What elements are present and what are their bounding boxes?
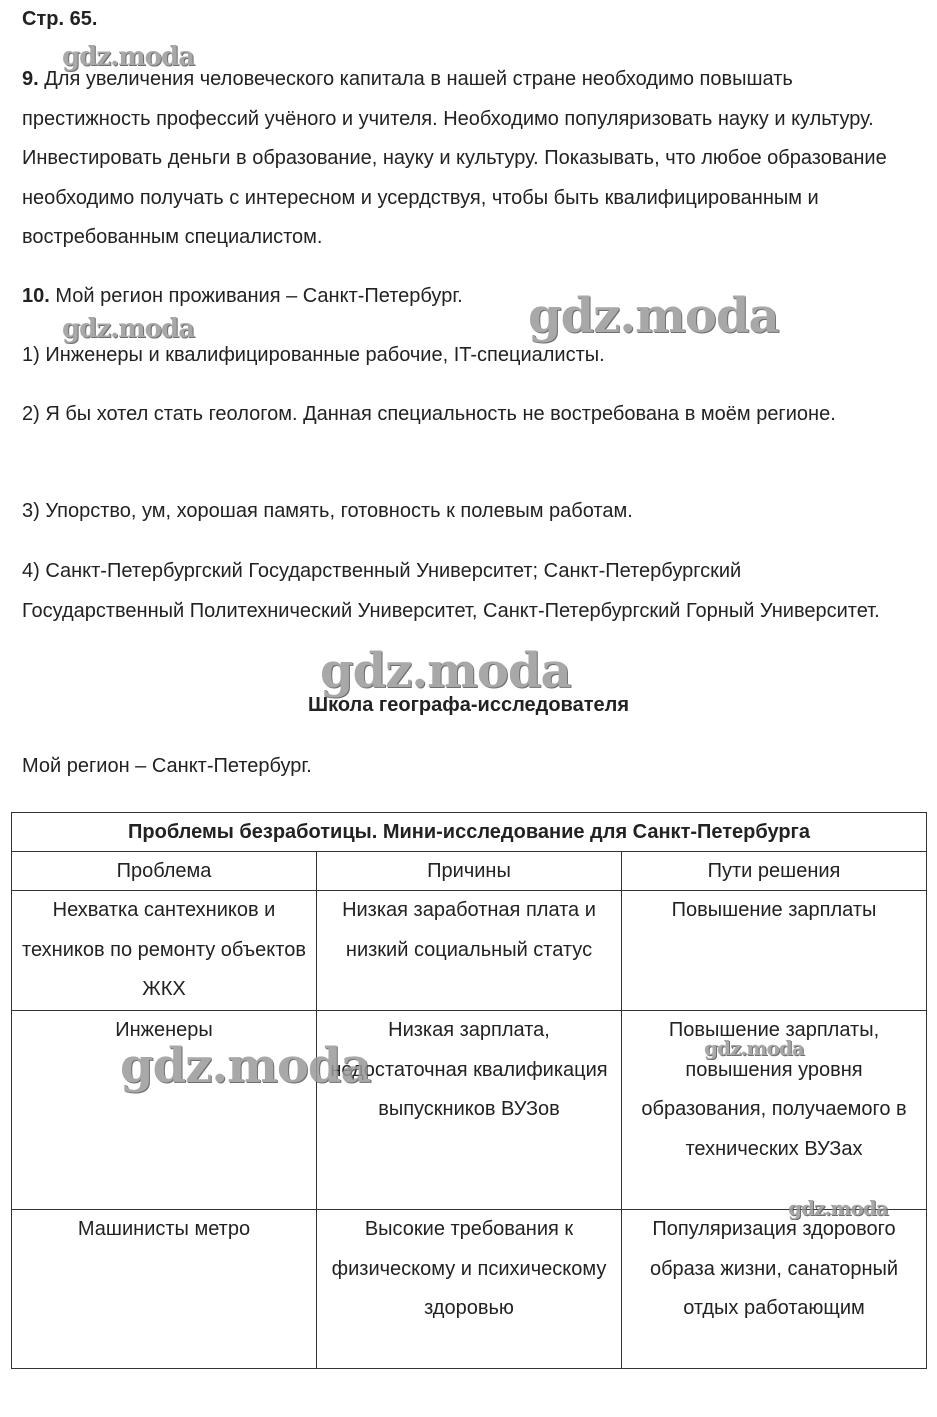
answer-10-intro-text: Мой регион проживания – Санкт-Петербург. [55, 285, 463, 307]
region-line: Мой регион – Санкт-Петербург. [22, 755, 312, 777]
watermark: gdz.moda [320, 643, 571, 699]
answer-9-number: 9. [22, 68, 39, 90]
answer-9 [22, 60, 917, 258]
table-cell: Низкая зарплата, недостаточная квалификация выпускников ВУЗов [317, 1011, 622, 1210]
table-header-row [12, 852, 927, 891]
answer-10-intro [22, 277, 463, 317]
watermark: gdz.moda [62, 42, 195, 72]
watermark: gdz.moda [120, 1038, 371, 1094]
answer-10-item-4: 4) Санкт-Петербургский Государственный Университет; Санкт-Петербургский Государственный Политехнический Университет, Санкт-Петербургский Горный Университет. [22, 560, 880, 622]
section-title: Школа географа-исследователя [307, 694, 630, 716]
answer-10-item-1: 1) Инженеры и квалифицированные рабочие, IT-специалисты. [22, 344, 605, 366]
table-cell: Повышение зарплаты, повышения уровня образования, получаемого в технических ВУЗах [622, 1011, 927, 1210]
watermark: gdz.moda [788, 1196, 888, 1220]
watermark: gdz.moda [704, 1036, 804, 1060]
page-number: Стр. 65. [22, 8, 98, 30]
watermark: gdz.moda [528, 288, 779, 344]
answer-10-number: 10. [22, 285, 50, 307]
table-row [12, 891, 927, 1011]
table-cell: Популяризация здорового образа жизни, санаторный отдых работающим [622, 1210, 927, 1369]
header-solutions: Пути решения [622, 852, 927, 891]
answer-10-item-2: 2) Я бы хотел стать геологом. Данная специальность не востребована в моём регионе. [22, 403, 836, 425]
table-cell: Машинисты метро [12, 1210, 317, 1369]
table-cell: Нехватка сантехников и техников по ремонту объектов ЖКХ [12, 891, 317, 1011]
answer-9-text: Для увеличения человеческого капитала в нашей стране необходимо повышать престижность профессий учёного и учителя. Необходимо популяризовать науку и культуру. Инвестировать деньги в образование, науку и культуру. Показывать, что любое образование необходимо получать с интересном и усердствуя, чтобы быть квалифицированным и востребованным специалистом. [22, 68, 887, 248]
answer-10-item-3: 3) Упорство, ум, хорошая память, готовность к полевым работам. [22, 500, 633, 522]
table-row [12, 1210, 927, 1369]
table-cell: Высокие требования к физическому и психическому здоровью [317, 1210, 622, 1369]
header-causes: Причины [317, 852, 622, 891]
table-cell: Повышение зарплаты [622, 891, 927, 1011]
header-problem: Проблема [12, 852, 317, 891]
table-cell: Низкая заработная плата и низкий социальный статус [317, 891, 622, 1011]
table-cell: Инженеры [12, 1011, 317, 1210]
table-caption: Проблемы безработицы. Мини-исследование для Санкт-Петербурга [12, 813, 927, 852]
table-caption-row [12, 813, 927, 852]
watermark: gdz.moda [62, 314, 195, 344]
